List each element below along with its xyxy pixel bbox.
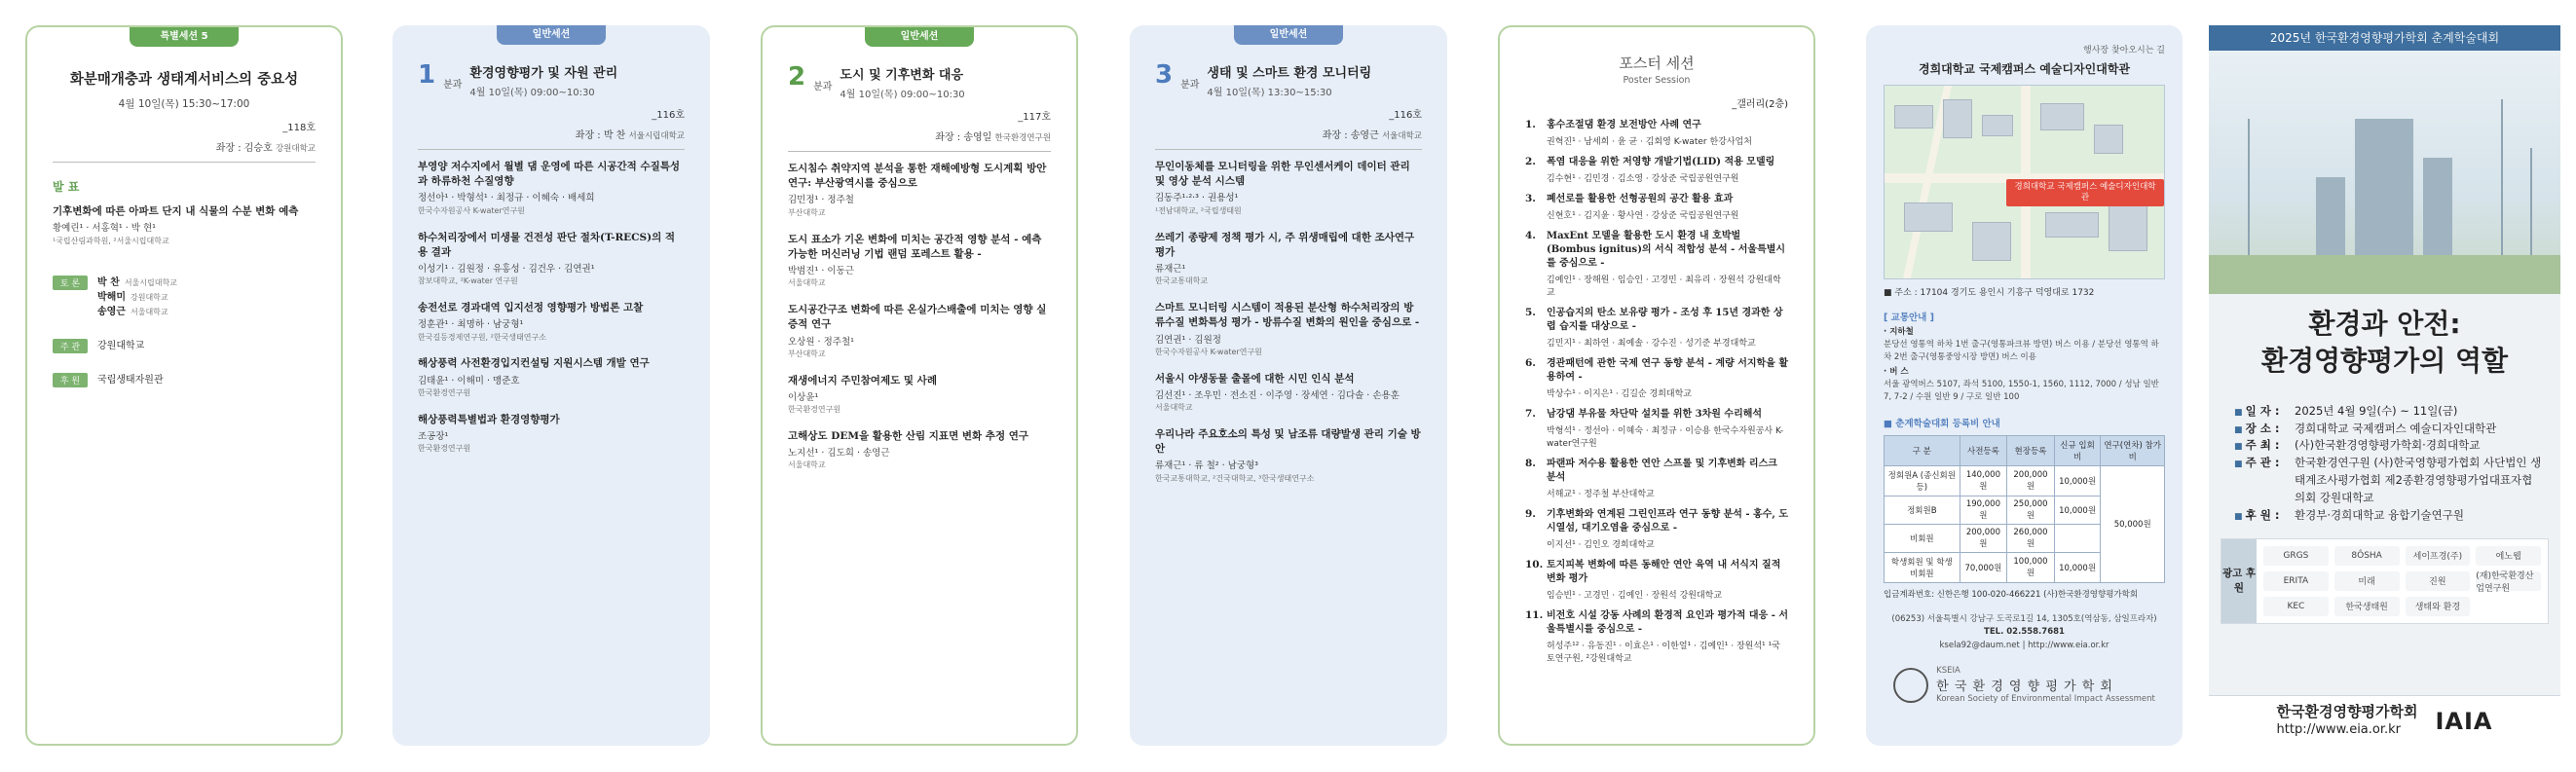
kseia-logo-block: KSEIA 한 국 환 경 영 향 평 가 학 회 Korean Society of Environmental Impact Assessment xyxy=(1884,666,2165,704)
event-info xyxy=(2234,403,2543,525)
paper-item: 도시 표소가 기온 변화에 미치는 공간적 영향 분석 - 예측 가능한 머신러닝 기법 랜덤 포레스트 활용 - 박범진¹ · 이동근 서울대학교 xyxy=(788,233,1042,288)
sponsor-logo: 에노웹 xyxy=(2476,546,2541,566)
session-time: 4월 10일(목) 13:30~15:30 xyxy=(1207,88,1332,98)
paper-item: 도시공간구조 변화에 따른 온실가스배출에 미치는 영향 실증적 연구 오상원 · 정주철¹ 부산대학교 xyxy=(788,304,1047,358)
sponsor-logo: 한국생태원 xyxy=(2334,597,2400,616)
poster-item: 11. 비전호 시설 강동 사례의 환경적 요인과 평가적 대응 - 서울특별시를 중심으로 - 허성주¹² · 유동진¹ · 이효은¹ · 이한얼¹ · 김예인¹ · 장원석¹ ¹국토연구원, ²강원대학교 xyxy=(1525,609,1789,664)
transport-title: [ 교통안내 ] xyxy=(1884,312,1935,323)
info-row: ■ 주 최 : (사)한국환경영향평가학회·경희대학교 xyxy=(2234,437,2543,455)
kseia-emblem-icon xyxy=(1893,668,1928,703)
bank-account: 입금계좌번호: 신한은행 100-020-466221 (사)한국환경영향평가학회 xyxy=(1884,589,2139,600)
sponsor-logo: 8ÔSHA xyxy=(2334,546,2400,566)
session-title: 환경영향평가 및 자원 관리 xyxy=(469,66,618,81)
venue-address: ■ 주소 : 17104 경기도 용인시 기흥구 덕영대로 1732 xyxy=(1884,288,2095,298)
session-time: 4월 10일(목) 09:00~10:30 xyxy=(840,90,965,100)
session-2-panel: 일반세션 2 분과 도시 및 기후변화 대응 4월 10일(목) 09:00~10:30 _117호 좌장 : 송영일 한국환경연구원 도시침수 취약지역 분석을 통한 재해예방형 도시계획 방안 연구: 부산광역시를 중심으로 김민정¹ · 정주철 부산대학교 도시 표소가 기온 변화에 미치는 공간적 영향 분석 - 예측 가능한 머신러닝 기법 랜덤 포레스트 활용 - 박범진¹ · 이동근 서울대학교 도시공간구조 변화에 따른 온실가스배출에 미치는 영향 실증적 연구 오상원 · 정주철¹ 부산대학교 재생에너지 주민참여제도 및 사례 이상윤¹ 한국환경연구원 고해상도 DEM을 활용한 산림 지표면 변화 추정 연구 노지선¹ · 김도희 · 송영근 서울대학교 xyxy=(761,25,1078,746)
fee-table: 구 분 사전등록 현장등록 신규 입회비 연구(연차) 참가비 정회원A (종신회원 등) 140,000원 200,000원 10,000원 50,000원 정회원B 190,000원 250,000원 10,000원 비회원 200,000원 260,000원 학생회원 및 학생비회원 70,000원 100,000원 10,000원 xyxy=(1884,435,2165,583)
special-session-time: 4월 10일(목) 15:30~17:00 xyxy=(118,98,250,110)
poster-subtitle: Poster Session xyxy=(1623,75,1691,86)
poster-item: 8. 파랜파 저수용 활용한 연안 스프롤 및 기후변화 리스크 분석 서해교¹ · 정주철 부산대학교 xyxy=(1525,458,1777,499)
session-2-tab: 일반세션 xyxy=(865,27,974,47)
special-session-room: _118호 xyxy=(282,123,316,133)
sponsor-logo: 진원 xyxy=(2406,571,2471,591)
poster-item: 6. 경관패턴에 관한 국제 연구 동향 분석 - 계량 서지학을 활용하여 - 박상수¹ · 이지은¹ · 김길순 경희대학교 xyxy=(1525,357,1789,399)
session-title: 도시 및 기후변화 대응 xyxy=(840,68,964,83)
special-talk: 기후변화에 따른 아파트 단지 내 식물의 수분 변화 예측 황예린¹ · 서홍혁¹ · 박 현¹ ¹국립산림과학원, ²서울시립대학교 xyxy=(53,205,299,245)
paper-item: 재생에너지 주민참여제도 및 사례 이상윤¹ 한국환경연구원 xyxy=(788,374,937,415)
session-3-panel: 일반세션 3 분과 생태 및 스마트 환경 모니터링 4월 10일(목) 13:30~15:30 _116호 좌장 : 송영근 서울대학교 무인이동체를 모니터링을 위한 무인센서케이 데이터 관리 및 영상 분석 시스템 김동주¹·²·³ · 권용성¹ ¹전남대학교, ²국립생태원 쓰레기 종량제 정책 평가 시, 주 위생매립에 대한 조사연구 평가 류재근¹ 한국교통대학교 스마트 모니터링 시스템이 적용된 분산형 하수처리장의 방류수질 변화특성 평가 - 방류수질 변화의 원인을 중심으로 - 김연권¹ · 김원정 한국수자원공사 K-water연구원 서울시 야생동물 출몰에 대한 시민 인식 분석 김선진¹ · 조우민 · 전소진 · 이주영 · 장세연 · 김다솔 · 손용훈 서울대학교 우리나라 주요호소의 특성 및 남조류 대량발생 관리 기술 방안 류재근¹ · 류 철² · 남궁형³ 한국교통대학교, ²건국대학교, ³한국생태연구소 xyxy=(1130,25,1447,746)
session-1-tab: 일반세션 xyxy=(497,25,606,45)
iaia-logo: IAIA xyxy=(2435,707,2493,735)
sponsor-logo: 생태와 환경 xyxy=(2406,597,2471,616)
table-row: 비회원 200,000원 260,000원 xyxy=(1885,524,2165,552)
session-chair: 좌장 : 송영일 한국환경연구원 xyxy=(935,132,1051,143)
sponsor-logo: (재)한국환경산업연구원 xyxy=(2476,571,2541,591)
paper-item: 서울시 야생동물 출몰에 대한 시민 인식 분석 김선진¹ · 조우민 · 전소진 · 이주영 · 장세연 · 김다솔 · 손용훈 서울대학교 xyxy=(1155,372,1400,413)
sponsor-logo: KEC xyxy=(2263,597,2329,616)
cover-footer xyxy=(2209,695,2560,746)
paper-item: 무인이동체를 모니터링을 위한 무인센서케이 데이터 관리 및 영상 분석 시스템 김동주¹·²·³ · 권용성¹ ¹전남대학교, ²국립생태원 xyxy=(1155,161,1410,215)
cover-band: 2025년 한국환경영향평가학회 춘계학술대회 xyxy=(2209,25,2560,51)
session-chair: 좌장 : 박 찬 서울시립대학교 xyxy=(575,130,685,141)
paper-item: 부영양 저수지에서 월별 댐 운영에 따른 시공간적 수질특성과 하류하천 수질영향 정선아¹ · 박형석¹ · 최정규 · 이혜숙 · 배세희 한국수자원공사 K-water연구원 xyxy=(418,161,681,215)
poster-item: 1. 홍수조절댐 환경 보전방안 사례 연구 권혁진¹ · 남세희 · 윤 균 · 김회영 K-water 한강사업처 xyxy=(1525,119,1752,147)
discussion-row: 토 론 박 찬 서울시립대학교 박해미 강원대학교 송영근 서울대학교 xyxy=(53,276,316,319)
table-row: 정회원A (종신회원 등) 140,000원 200,000원 10,000원 50,000원 xyxy=(1885,465,2165,496)
discussant: 송영근 서울대학교 xyxy=(97,307,168,318)
poster-item: 4. MaxEnt 모델을 활용한 도시 환경 내 호박벌(Bombus ignitus)의 서식 적합성 분석 - 서울특별시를 중심으로 - 김예인¹ · 장해원 · 임승인 · 고경민 · 최유리 · 장원석 강원대학교 xyxy=(1525,230,1786,298)
sponsor-row: 후 원 국립생태자원관 xyxy=(53,373,316,387)
poster-item: 7. 남강댐 부유물 차단막 설치를 위한 3차원 수리해석 박형석¹ · 정선아 · 이혜숙 · 최정규 · 이승용 한국수자원공사 K-water연구원 xyxy=(1525,408,1784,449)
table-row: 정회원B 190,000원 250,000원 10,000원 xyxy=(1885,496,2165,524)
poster-item: 9. 기후변화와 연계된 그린인프라 연구 동향 분석 - 홍수, 도시열섬, 대기오염을 중심으로 - 이지선¹ · 김인오 경희대학교 xyxy=(1525,508,1789,550)
transport-subway: · 지하철 분당선 영통역 하차 1번 출구(영통파크뷰 방면) 버스 이용 / 분당선 영통역 하차 2번 출구(영통중앙시장 방면) 버스 이용 xyxy=(1884,327,2159,362)
session-number: 1 xyxy=(418,60,436,90)
session-number: 3 xyxy=(1155,60,1174,90)
paper-item: 고해상도 DEM을 활용한 산림 지표면 변화 추정 연구 노지선¹ · 김도희 · 송영근 서울대학교 xyxy=(788,429,1029,470)
poster-room: _갤러리(2층) xyxy=(1732,99,1788,110)
cover-title: 환경과 안전: 환경영향평가의 역할 xyxy=(2260,308,2509,377)
paper-item: 하수처리장에서 미생물 건전성 판단 절차(T-RECS)의 적용 결과 이성기¹ · 김원정 · 유홍성 · 김건우 · 김연권¹ 참보대학교, ²K-water 연구원 xyxy=(418,231,676,286)
special-session-tab: 특별세션 5 xyxy=(130,27,239,47)
info-row: ■ 일 자 : 2025년 4월 9일(수) ~ 11일(금) xyxy=(2234,403,2543,421)
presentation-label: 발 표 xyxy=(53,180,80,194)
sponsor-logo: ERITA xyxy=(2263,571,2329,591)
footer-org-name: 한국환경영향평가학회 xyxy=(2276,703,2418,721)
poster-title: 포스터 세션 xyxy=(1619,55,1695,72)
poster-item: 5. 인공습지의 탄소 보유량 평가 - 조성 후 15년 경과한 상렵 습지를 대상으로 - 김민지¹ · 최하연 · 최예솔 · 강수진 · 성기준 부경대학교 xyxy=(1525,307,1783,349)
cover-panel xyxy=(2209,25,2560,746)
venue-panel xyxy=(1866,25,2183,746)
paper-item: 스마트 모니터링 시스템이 적용된 분산형 하수처리장의 방류수질 변화특성 평가 - 방류수질 변화의 원인을 중심으로 - 김연권¹ · 김원정 한국수자원공사 K-water연구원 xyxy=(1155,302,1420,356)
paper-item: 쓰레기 종량제 정책 평가 시, 주 위생매립에 대한 조사연구 평가 류재근¹ 한국교통대학교 xyxy=(1155,231,1415,286)
discussant: 박 찬 서울시립대학교 xyxy=(97,277,177,289)
paper-item: 도시침수 취약지역 분석을 통한 재해예방형 도시계획 방안 연구: 부산광역시를 중심으로 김민정¹ · 정주철 부산대학교 xyxy=(788,163,1047,217)
sponsor-label: 광고 후원 xyxy=(2221,539,2257,623)
sponsor-box xyxy=(2221,538,2549,624)
footer-url[interactable]: http://www.eia.or.kr xyxy=(2276,721,2402,737)
session-number: 2 xyxy=(788,62,806,92)
transport-bus: · 버 스 서울 광역버스 5107, 좌석 5100, 1550-1, 1560, 1112, 7000 / 성남 일반 7, 7-2 / 수원 일반 9 / 구로 일반 100 xyxy=(1884,367,2159,402)
poster-item: 2. 폭염 대응을 위한 저영향 개발기법(LID) 적용 모델링 김수현¹ · 김민경 · 김소영 · 강상준 국립공원연구원 xyxy=(1525,156,1775,184)
special-session-panel xyxy=(25,25,343,746)
table-row: 학생회원 및 학생비회원 70,000원 100,000원 10,000원 xyxy=(1885,552,2165,582)
cover-illustration xyxy=(2209,51,2560,294)
info-row: ■ 장 소 : 경희대학교 국제캠퍼스 예술디자인대학관 xyxy=(2234,421,2543,438)
venue-title: 경희대학교 국제캠퍼스 예술디자인대학관 xyxy=(1918,62,2130,76)
poster-list xyxy=(1525,119,1788,664)
session-chair: 좌장 : 송영근 서울대학교 xyxy=(1322,130,1422,141)
poster-session-panel xyxy=(1498,25,1815,746)
contact-info: (06253) 서울특별시 강남구 도곡로1길 14, 1305호(역삼동, 삼일프라자) TEL. 02.558.7681 ksela92@daum.net | http://www.eia.or.kr xyxy=(1891,613,2157,650)
session-1-panel: 일반세션 1 분과 환경영향평가 및 자원 관리 4월 10일(목) 09:00~10:30 _116호 좌장 : 박 찬 서울시립대학교 부영양 저수지에서 월별 댐 운영에 따른 시공간적 수질특성과 하류하천 수질영향 정선아¹ · 박형석¹ · 최정규 · 이혜숙 · 배세희 한국수자원공사 K-water연구원 하수처리장에서 미생물 건전성 판단 절차(T-RECS)의 적용 결과 이성기¹ · 김원정 · 유홍성 · 김건우 · 김연권¹ 참보대학교, ²K-water 연구원 송전선로 경과대역 입지선정 영향평가 방법론 고찰 정훈관¹ · 최명하 · 남궁형¹ 한국길등경제연구원, ²한국생태연구소 해상풍력 사전환경입지컨설팅 지원시스템 개발 연구 김태윤¹ · 이해미 · 맹준호 한국환경연구원 해상풍력특별법과 환경영향평가 조공장¹ 한국환경연구원 xyxy=(392,25,710,746)
info-row: ■ 주 관 : 한국환경연구원 (사)한국영향평가협회 사단법인 생태계조사평가협회 제2종환경영향평가업대표자협의회 강원대학교 xyxy=(2234,455,2543,506)
session-room: _117호 xyxy=(1018,112,1051,123)
special-session-title: 화분매개충과 생태계서비스의 중요성 xyxy=(69,72,299,88)
special-session-chair: 좌장 : 김승호 강원대학교 xyxy=(215,143,316,154)
sponsor-logo: 세이프경(주) xyxy=(2406,546,2471,566)
discussant: 박해미 강원대학교 xyxy=(97,292,168,304)
poster-item: 3. 폐선로를 활용한 선형공원의 공간 활용 효과 신현호¹ · 김지윤 · 황사연 · 강상준 국립공원연구원 xyxy=(1525,193,1739,221)
host-row: 주 관 강원대학교 xyxy=(53,339,316,353)
venue-note: 행사장 찾아오시는 길 xyxy=(2083,46,2165,55)
sponsor-logo: 미래 xyxy=(2334,571,2400,591)
info-row: ■ 후 원 : 환경부·경희대학교 융합기술연구원 xyxy=(2234,507,2543,525)
sponsor-logo: GRGS xyxy=(2263,546,2329,566)
session-room: _116호 xyxy=(1389,110,1422,121)
paper-item: 해상풍력 사전환경입지컨설팅 지원시스템 개발 연구 김태윤¹ · 이해미 · 맹준호 한국환경연구원 xyxy=(418,357,650,397)
session-title: 생태 및 스마트 환경 모니터링 xyxy=(1207,66,1372,81)
session-3-tab: 일반세션 xyxy=(1234,25,1343,45)
map-pin-label: 경희대학교 국제캠퍼스 예술디자인대학관 xyxy=(2006,179,2164,206)
fee-title: ■ 춘계학술대회 등록비 안내 xyxy=(1884,418,2000,429)
paper-item: 해상풍력특별법과 환경영향평가 조공장¹ 한국환경연구원 xyxy=(418,413,560,454)
poster-item: 10. 토지피복 변화에 따른 동해안 연안 육역 내 서식지 질적 변화 평가 임승빈¹ · 고경민 · 김예인 · 장원석 강원대학교 xyxy=(1525,559,1781,601)
session-time: 4월 10일(목) 09:00~10:30 xyxy=(469,88,595,98)
campus-map xyxy=(1884,85,2165,279)
session-room: _116호 xyxy=(652,110,685,121)
paper-item: 송전선로 경과대역 입지선정 영향평가 방법론 고찰 정훈관¹ · 최명하 · 남궁형¹ 한국길등경제연구원, ²한국생태연구소 xyxy=(418,302,644,342)
paper-item: 우리나라 주요호소의 특성 및 남조류 대량발생 관리 기술 방안 류재근¹ · 류 철² · 남궁형³ 한국교통대학교, ²건국대학교, ³한국생태연구소 xyxy=(1155,427,1421,483)
